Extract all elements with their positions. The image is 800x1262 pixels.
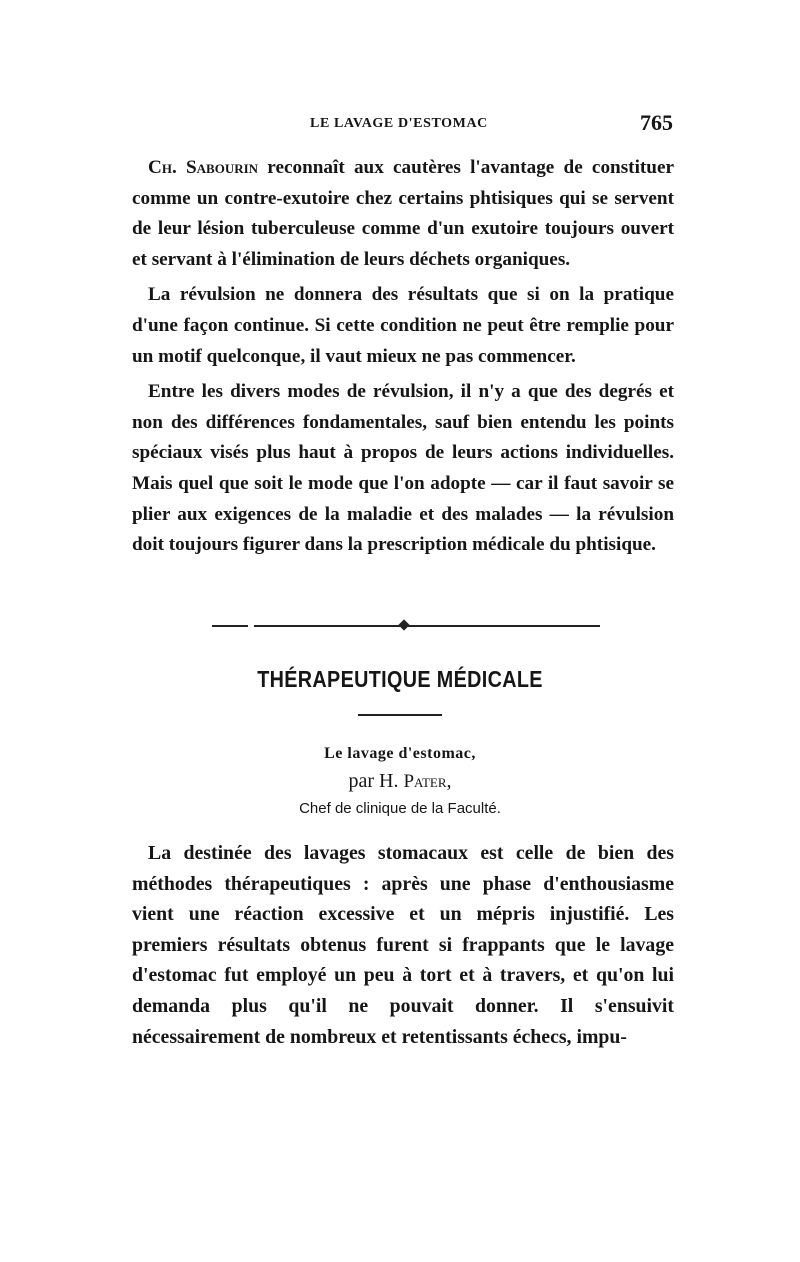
title-rule — [358, 714, 442, 716]
section-title: THÉRAPEUTIQUE MÉDICALE — [257, 666, 543, 692]
running-head: LE LAVAGE D'ESTOMAC — [310, 116, 488, 131]
paragraph-modes-revulsion: Entre les divers modes de révulsion, il n'y a que des degrés et non des différences fondamentales, sauf bien entendu les points spéciaux visés plus haut à propos de leurs actions individuelles. Mais quel que soit le mode que l'on adopte — car il faut savoir se plier aux exigences de la maladie et des malades — la révulsion doit toujours figurer dans la prescription médicale du phtisique. — [132, 381, 674, 556]
page-number: 765 — [640, 110, 673, 135]
ornamental-rule — [212, 620, 600, 632]
rule-segment — [408, 625, 600, 627]
author-name: Pater — [403, 771, 447, 792]
author-prefix: par H. — [348, 770, 404, 792]
author-affiliation: Chef de clinique de la Faculté. — [299, 800, 501, 817]
paragraph-text: reconnaît aux cautères l'avantage de constituer comme un contre-exutoire chez certains phtisiques qui se servent de leur lésion tuberculeuse comme d'un exutoire toujours ouvert et servant à l'élimination de leurs déchets organiques. — [132, 157, 674, 270]
rule-segment — [254, 625, 400, 627]
author-suffix: , — [446, 770, 452, 792]
article-author — [0, 770, 800, 793]
rule-segment — [212, 625, 248, 627]
paragraph-sabourin — [132, 153, 674, 275]
article-title: Le lavage d'estomac, — [324, 745, 476, 762]
author-reference: Ch. Sabourin — [148, 157, 259, 178]
continued-text — [132, 153, 674, 561]
paragraph-lavages: La destinée des lavages stomacaux est celle de bien des méthodes thérapeutiques : après une phase d'enthousiasme vient une réaction excessive et un mépris injustifié. Les premiers résultats obtenus furent si frappants que le lavage d'estomac fut employé un peu à tort et à travers, et qu'on lui demanda plus qu'il ne pouvait donner. Il s'ensuivit nécessairement de nombreux et retentissants échecs, impu- — [132, 842, 674, 1048]
article-body — [132, 838, 674, 1052]
paragraph-revulsion-continue: La révulsion ne donnera des résultats que si on la pratique d'une façon continue. Si cette condition ne peut être remplie pour un motif quelconque, il vaut mieux ne pas commencer. — [132, 284, 674, 367]
